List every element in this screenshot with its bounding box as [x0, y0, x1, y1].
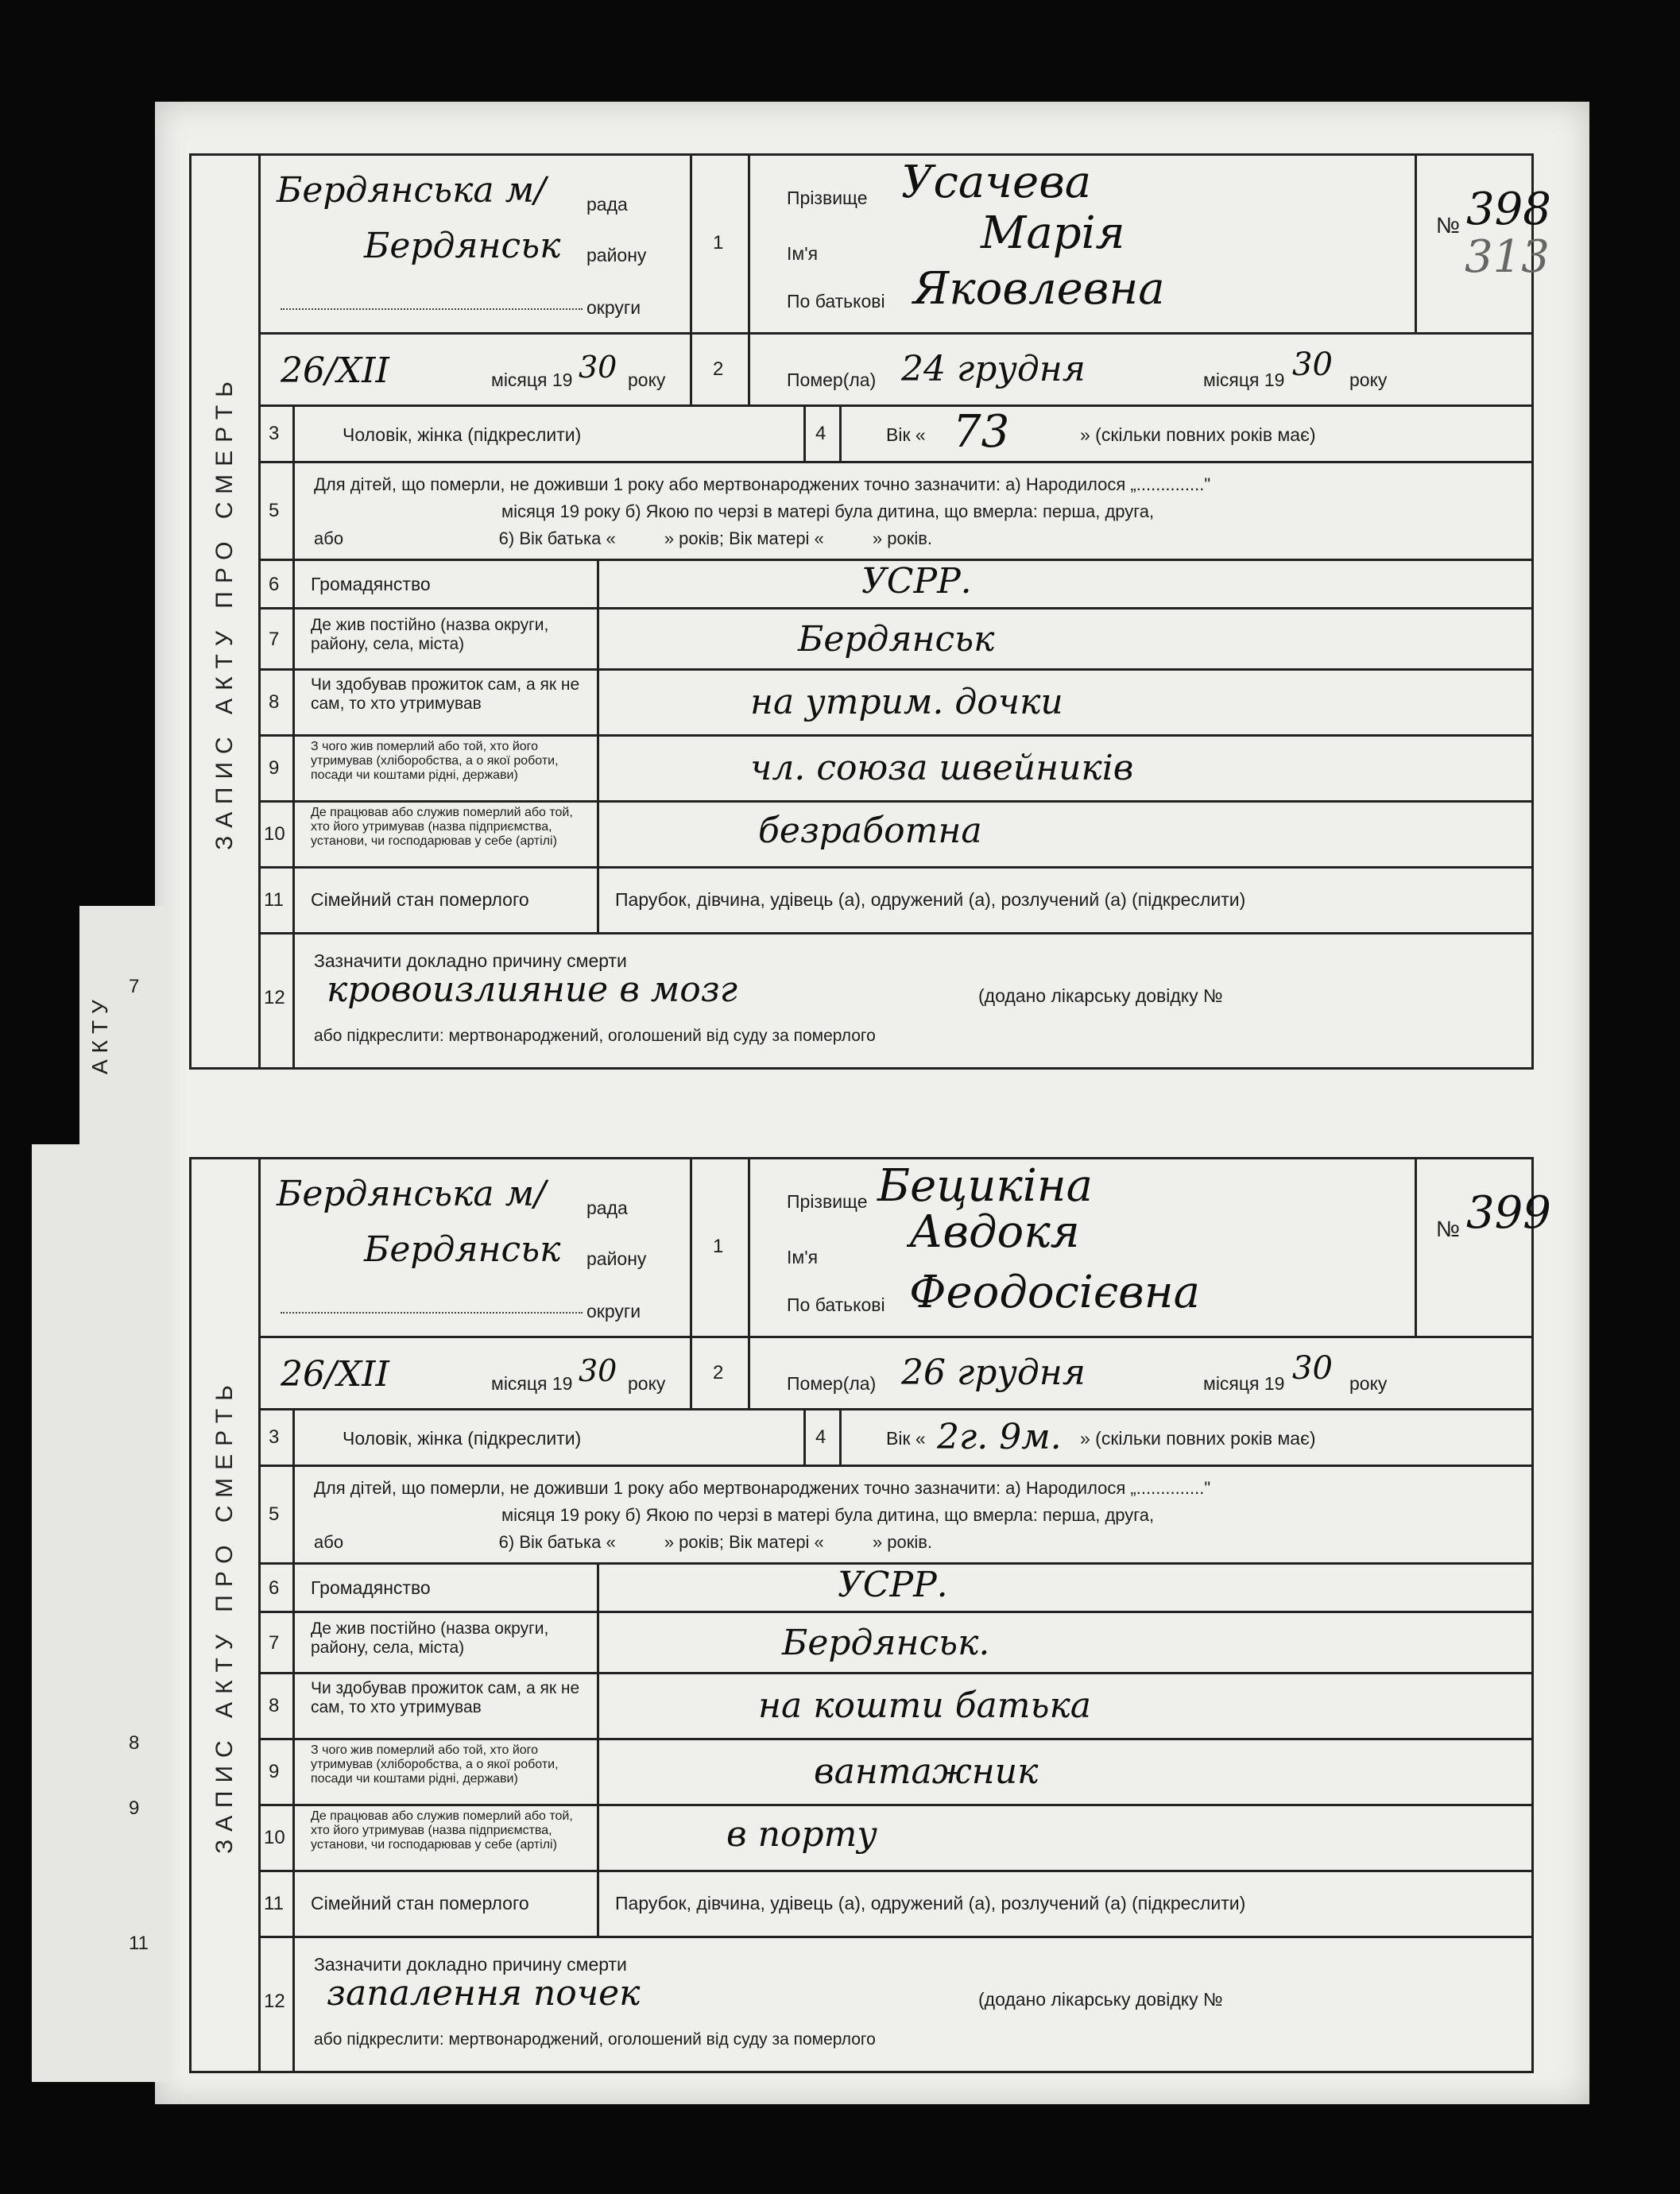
field-number: 11 [264, 1893, 284, 1914]
died-month-label: місяця 19 [1203, 1373, 1285, 1394]
residence-label: Де жив постійно (назва округи, району, села, міста) [311, 616, 549, 653]
children-instructions-line: Для дітей, що померли, не доживши 1 року або мертвонароджених точно зазначити: а) Народилося „.............." [314, 474, 1211, 494]
record-number-alt-handwritten: 313 [1465, 231, 1550, 283]
cause-certificate-label: (додано лікарську довідку № [978, 1989, 1223, 2010]
age-label: Вік « [886, 424, 926, 445]
sex-label: Чоловік, жінка (підкреслити) [343, 1428, 582, 1449]
livelihood-label: Чи здобував прожиток сам, а як не сам, то хто утримував [311, 675, 580, 713]
cause-certificate-label: (додано лікарську довідку № [978, 985, 1223, 1006]
field-number: 6 [269, 1577, 280, 1599]
surname-label: Прізвище [787, 188, 868, 208]
record-side-title-text: ЗАПИС АКТУ ПРО СМЕРТЬ [211, 373, 238, 850]
field-number: 1 [713, 1236, 724, 1257]
margin-fragment-word: АКТУ [87, 993, 112, 1075]
source-handwritten: вантажник [814, 1751, 1039, 1792]
marital-options: Парубок, дівчина, удівець (а), одружений (а), розлучений (а) (підкреслити) [615, 1893, 1246, 1913]
children-instructions-line: Для дітей, що померли, не доживши 1 року або мертвонароджених точно зазначити: а) Народилося „.............." [314, 1478, 1211, 1498]
source-label: З чого жив померлий або той, хто його утримував (хліборобства, а о якої роботи, посади чи коштами рідні, держави) [311, 740, 559, 782]
record-number-handwritten: 398 [1466, 184, 1551, 235]
patronymic-label: По батькові [787, 1294, 885, 1315]
registration-month-label: місяця 19 [491, 1373, 573, 1394]
field-number: 9 [269, 1761, 280, 1782]
field-number: 7 [269, 1632, 280, 1654]
label-rada: рада [586, 194, 628, 215]
sex-label: Чоловік, жінка (підкреслити) [343, 424, 582, 445]
field-number: 8 [269, 1695, 280, 1716]
field-number: 1 [713, 232, 724, 253]
died-label: Помер(ла) [787, 370, 877, 390]
record-number-handwritten: 399 [1466, 1187, 1551, 1239]
died-year-handwritten: 30 [1292, 346, 1333, 383]
died-month-label: місяця 19 [1203, 370, 1285, 390]
record-number-label: № [1436, 213, 1461, 238]
margin-fragment-number: 8 [129, 1732, 140, 1754]
field-number: 10 [264, 823, 285, 845]
surname-handwritten: Бецикіна [877, 1160, 1094, 1212]
age-label: Вік « [886, 1428, 926, 1449]
name-label: Ім'я [787, 243, 819, 264]
age-suffix: » (скільки повних років має) [1080, 1428, 1316, 1449]
patronymic-label: По батькові [787, 291, 885, 311]
name-handwritten: Марія [981, 207, 1125, 259]
record-side-title-text: ЗАПИС АКТУ ПРО СМЕРТЬ [211, 1376, 238, 1854]
died-year-label: року [1349, 370, 1388, 390]
council-handwritten: Бердянська м/ [277, 1174, 546, 1214]
residence-handwritten: Бердянськ. [782, 1623, 990, 1663]
name-handwritten: Авдокя [909, 1206, 1080, 1258]
cause-handwritten: кровоизлияние в мозг [327, 969, 737, 1010]
died-year-label: року [1349, 1373, 1388, 1394]
cause-note: або підкреслити: мертвонароджений, оголошений від суду за померлого [314, 2030, 876, 2049]
children-instructions-line: або 6) Вік батька « » років; Вік матері « » років. [314, 1532, 933, 1552]
field-number: 4 [815, 1426, 826, 1448]
marital-options: Парубок, дівчина, удівець (а), одружений (а), розлучений (а) (підкреслити) [615, 889, 1246, 910]
age-handwritten: 73 [953, 406, 1010, 458]
death-record-card [189, 153, 1551, 1070]
residence-handwritten: Бердянськ [798, 619, 995, 660]
margin-fragment-number: 9 [129, 1797, 140, 1819]
cause-label: Зазначити докладно причину смерти [314, 950, 627, 971]
registration-year-label: року [628, 1373, 666, 1394]
field-number: 8 [269, 691, 280, 713]
citizenship-label: Громадянство [311, 574, 431, 594]
marital-label: Сімейний стан померлого [311, 1893, 529, 1913]
council-handwritten: Бердянська м/ [277, 170, 546, 211]
field-number: 2 [713, 358, 724, 380]
marital-label: Сімейний стан померлого [311, 889, 529, 910]
patronymic-handwritten: Яковлевна [913, 263, 1165, 315]
livelihood-handwritten: на кошти батька [758, 1685, 1091, 1726]
label-okrugy: округи [586, 1301, 641, 1321]
work-label: Де працював або служив померлий або той, хто його утримував (назва підприємства, установи, чи господарював у себе (артілі) [311, 806, 573, 848]
registration-year-label: року [628, 370, 666, 390]
age-handwritten: 2г. 9м. [937, 1417, 1062, 1457]
field-number: 4 [815, 423, 826, 444]
died-date-handwritten: 26 грудня [901, 1352, 1086, 1393]
registration-month-label: місяця 19 [491, 370, 573, 390]
registration-year-handwritten: 30 [579, 350, 617, 385]
died-label: Помер(ла) [787, 1373, 877, 1394]
record-number-label: № [1436, 1217, 1461, 1241]
district-handwritten: Бердянськ [364, 226, 561, 266]
cause-handwritten: запалення почек [327, 1973, 641, 2014]
livelihood-label: Чи здобував прожиток сам, а як не сам, то хто утримував [311, 1679, 580, 1716]
field-number: 5 [269, 1503, 280, 1525]
residence-label: Де жив постійно (назва округи, району, села, міста) [311, 1619, 549, 1657]
age-suffix: » (скільки повних років має) [1080, 424, 1316, 445]
citizenship-handwritten: УСРР. [861, 561, 972, 602]
margin-fragment-number: 11 [129, 1933, 149, 1954]
field-number: 3 [269, 1426, 280, 1448]
children-instructions-line: місяця 19 року б) Якою по черзі в матері була дитина, що вмерла: перша, друга, [501, 1505, 1155, 1525]
surname-label: Прізвище [787, 1191, 868, 1212]
died-date-handwritten: 24 грудня [901, 349, 1086, 389]
field-number: 11 [264, 889, 284, 911]
citizenship-label: Громадянство [311, 1577, 431, 1598]
label-rada: рада [586, 1198, 628, 1218]
work-handwritten: в порту [726, 1814, 877, 1855]
name-label: Ім'я [787, 1247, 819, 1267]
field-number: 2 [713, 1362, 724, 1383]
died-year-handwritten: 30 [1292, 1350, 1333, 1387]
death-record-card [189, 1157, 1551, 2073]
record-side-title [192, 1159, 261, 2071]
field-number: 9 [269, 757, 280, 779]
registration-date-handwritten: 26/XII [281, 350, 389, 391]
patronymic-handwritten: Феодосієвна [909, 1267, 1201, 1318]
cause-label: Зазначити докладно причину смерти [314, 1954, 627, 1975]
citizenship-handwritten: УСРР. [838, 1565, 948, 1605]
children-instructions-line: або 6) Вік батька « » років; Вік матері « » років. [314, 528, 933, 548]
district-handwritten: Бердянськ [364, 1229, 561, 1270]
record-side-title [192, 156, 261, 1067]
field-number: 5 [269, 500, 280, 521]
field-number: 7 [269, 629, 280, 650]
field-number: 12 [264, 1991, 285, 2012]
source-handwritten: чл. союза швейників [750, 748, 1134, 788]
source-label: З чого жив померлий або той, хто його утримував (хліборобства, а о якої роботи, посади чи коштами рідні, держави) [311, 1743, 559, 1786]
livelihood-handwritten: на утрим. дочки [750, 682, 1063, 722]
cause-note: або підкреслити: мертвонароджений, оголошений від суду за померлого [314, 1027, 876, 1045]
margin-fragment-number: 7 [129, 976, 140, 997]
label-rayonu: району [586, 1248, 647, 1269]
field-number: 3 [269, 423, 280, 444]
label-okrugy: округи [586, 297, 641, 318]
work-label: Де працював або служив померлий або той, хто його утримував (назва підприємства, установи, чи господарював у себе (артілі) [311, 1809, 573, 1852]
registration-year-handwritten: 30 [579, 1353, 617, 1388]
field-number: 6 [269, 574, 280, 595]
surname-handwritten: Усачева [901, 157, 1092, 208]
work-handwritten: безработна [758, 811, 982, 851]
label-rayonu: району [586, 245, 647, 265]
field-number: 12 [264, 987, 285, 1008]
registration-date-handwritten: 26/XII [281, 1354, 389, 1395]
children-instructions-line: місяця 19 року б) Якою по черзі в матері була дитина, що вмерла: перша, друга, [501, 501, 1155, 521]
field-number: 10 [264, 1827, 285, 1848]
